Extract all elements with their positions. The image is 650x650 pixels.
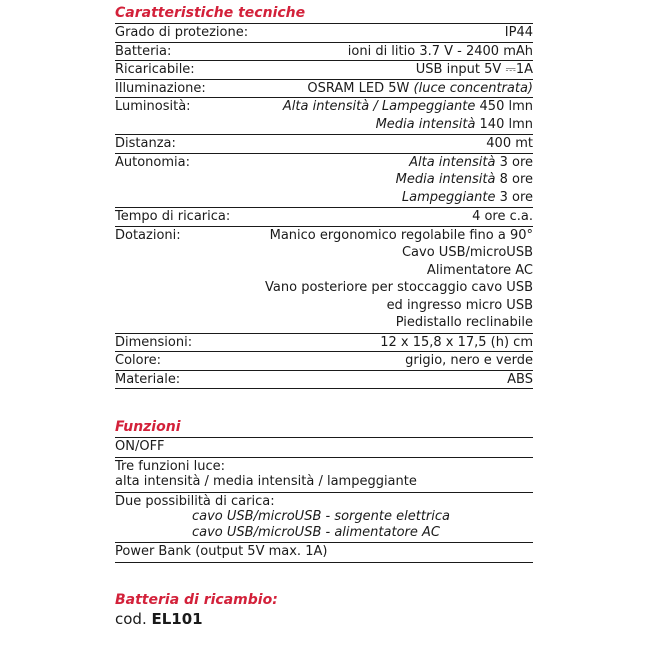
product-spec-sheet <box>115 4 533 628</box>
spec-row <box>115 43 533 62</box>
spec-value-text: Cavo USB/microUSB <box>401 245 533 260</box>
function-item <box>115 457 533 492</box>
spec-value-line <box>265 279 533 297</box>
spec-value <box>405 352 533 370</box>
spec-value-italic: Alta intensità <box>409 154 496 170</box>
function-line: Due possibilità di carica: <box>115 493 275 509</box>
spec-label: Distanza: <box>115 136 176 151</box>
spec-value-text: Alimentatore AC <box>426 262 533 278</box>
spec-value <box>507 371 533 389</box>
spec-row <box>115 154 533 209</box>
spec-label: Illuminazione: <box>115 80 206 96</box>
function-line: ON/OFF <box>115 439 165 454</box>
spec-value-text: 3 ore <box>495 189 533 205</box>
function-line: Tre funzioni luce: <box>115 458 226 474</box>
spec-value <box>505 24 533 42</box>
spec-row <box>115 98 533 135</box>
spec-label: Luminosità: <box>115 99 191 114</box>
function-subline: cavo USB/microUSB - sorgente elettrica <box>192 509 450 524</box>
spec-value-line <box>265 314 533 332</box>
code-prefix: cod. <box>115 609 147 628</box>
spec-value-text: 140 lmn <box>475 116 533 132</box>
spec-value-text: 8 ore <box>495 172 533 187</box>
spec-value <box>265 227 533 332</box>
spec-value-line <box>396 171 533 189</box>
spec-row <box>115 227 533 334</box>
spec-value-italic: Lampeggiante <box>401 189 496 205</box>
spare-battery-code <box>115 610 533 628</box>
spec-value-text: ed ingresso micro USB <box>386 297 533 313</box>
spec-value-line <box>307 80 533 98</box>
functions-list <box>115 437 533 563</box>
spec-value-line <box>348 43 533 61</box>
spec-row <box>115 80 533 99</box>
spec-value-line <box>405 352 533 370</box>
spec-value-text: ABS <box>507 371 533 387</box>
function-line: Power Bank (output 5V max. 1A) <box>115 544 328 559</box>
spec-value-line <box>396 189 533 207</box>
spec-value-italic-suffix: (luce concentrata) <box>413 80 533 96</box>
function-item <box>115 542 533 563</box>
spec-value-text: OSRAM LED 5W <box>307 80 414 96</box>
spec-value-line <box>283 116 533 134</box>
functions-title: Funzioni <box>115 419 181 435</box>
spec-value-text: 450 lmn <box>475 99 533 114</box>
spec-row <box>115 24 533 43</box>
spec-label: Autonomia: <box>115 154 190 170</box>
spec-label: Materiale: <box>115 371 181 387</box>
function-line: alta intensità / media intensità / lampeggiante <box>115 474 417 489</box>
spec-row <box>115 61 533 80</box>
spec-row <box>115 208 533 227</box>
spec-row <box>115 371 533 390</box>
spec-value <box>486 135 533 153</box>
spec-row <box>115 334 533 353</box>
spec-value <box>380 334 533 352</box>
spec-value <box>307 80 533 98</box>
spec-value-line <box>265 227 533 245</box>
spec-value-line <box>416 61 533 79</box>
spec-value-line <box>265 297 533 315</box>
spec-value-italic: Media intensità <box>375 116 476 132</box>
section-gap <box>115 389 533 417</box>
spec-value-line <box>265 262 533 280</box>
spec-value <box>416 61 533 79</box>
spec-value-line <box>472 208 533 226</box>
spec-value-text: IP44 <box>504 25 533 40</box>
spec-value-line <box>507 371 533 389</box>
spec-label: Dotazioni: <box>115 227 181 243</box>
spec-value-italic: Media intensità <box>395 172 496 187</box>
spare-battery-title: Batteria di ricambio: <box>115 591 278 608</box>
spec-value-text: grigio, nero e verde <box>405 353 533 368</box>
spec-value-text: Vano posteriore per stoccaggio cavo USB <box>265 280 533 295</box>
spec-value-text: USB input 5V ⎓1A <box>415 62 533 77</box>
spec-value-text: 400 mt <box>486 136 533 151</box>
code-value: EL101 <box>151 609 203 628</box>
spec-value-italic: Alta intensità / Lampeggiante <box>282 99 476 114</box>
spec-value-line <box>265 244 533 262</box>
function-item <box>115 437 533 457</box>
spec-value-text: Manico ergonomico regolabile fino a 90° <box>269 227 533 243</box>
spec-value <box>396 154 533 207</box>
spec-row <box>115 135 533 154</box>
spec-label: Tempo di ricarica: <box>115 209 231 224</box>
spec-value-text: ioni di litio 3.7 V - 2400 mAh <box>347 43 533 59</box>
specs-title: Caratteristiche tecniche <box>115 4 533 24</box>
spec-value-line <box>283 98 533 116</box>
function-subline: cavo USB/microUSB - alimentatore AC <box>192 524 440 540</box>
spec-value-text: 3 ore <box>495 154 533 170</box>
spec-row <box>115 352 533 371</box>
spec-value-line <box>396 154 533 172</box>
spec-label: Batteria: <box>115 43 172 59</box>
spec-value-line <box>486 135 533 153</box>
spec-label: Ricaricabile: <box>115 62 195 77</box>
spec-label: Dimensioni: <box>115 334 193 350</box>
spec-value-text: 4 ore c.a. <box>472 209 533 224</box>
spec-value-line <box>380 334 533 352</box>
spec-value <box>348 43 533 61</box>
spec-label: Grado di protezione: <box>115 25 249 40</box>
function-item <box>115 492 533 543</box>
spec-label: Colore: <box>115 353 162 368</box>
spec-value-text: 12 x 15,8 x 17,5 (h) cm <box>380 334 533 350</box>
spec-value <box>472 208 533 226</box>
specs-table <box>115 24 533 389</box>
spec-value-text: Piedistallo reclinabile <box>395 315 533 330</box>
spec-value <box>283 98 533 133</box>
spec-value-line <box>505 24 533 42</box>
